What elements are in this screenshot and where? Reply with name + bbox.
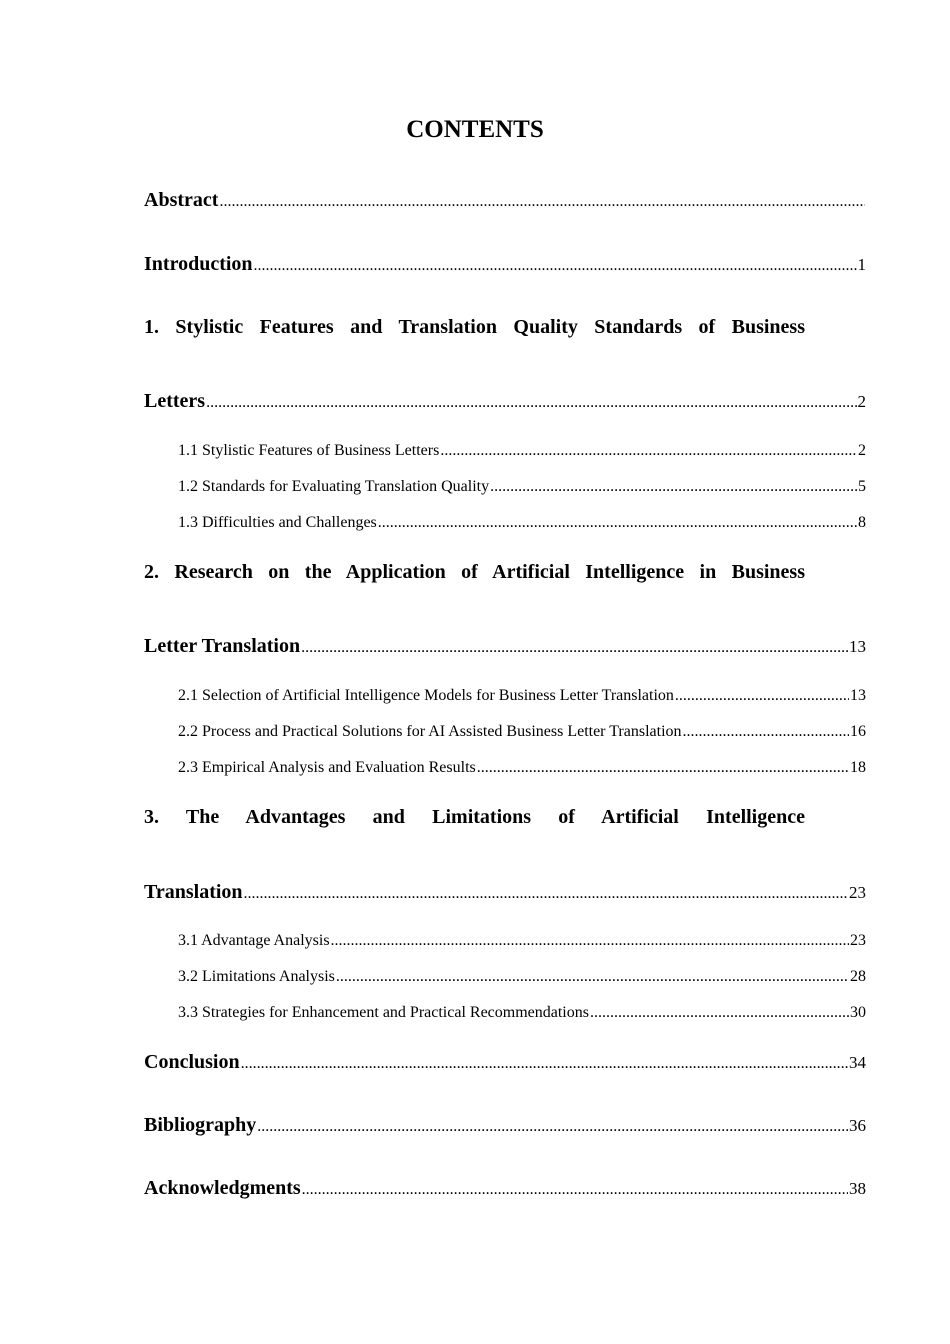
dot-leader bbox=[440, 441, 857, 461]
toc-label: 1.2 Standards for Evaluating Translation Quality bbox=[178, 478, 490, 495]
toc-label: Acknowledgments bbox=[144, 1177, 301, 1199]
toc-page: 2 bbox=[857, 392, 866, 411]
toc-heading-section-2: 2. Research on the Application of Artificial Intelligence in Business bbox=[144, 561, 805, 583]
toc-entry-3-3[interactable] bbox=[178, 1003, 866, 1023]
toc-entry-conclusion[interactable] bbox=[144, 1049, 866, 1075]
toc-page: 13 bbox=[849, 637, 866, 656]
toc-page: 16 bbox=[850, 723, 866, 740]
toc-page: 23 bbox=[849, 883, 866, 902]
toc-page: 8 bbox=[858, 514, 866, 531]
toc-label: 3.3 Strategies for Enhancement and Practical Recommendations bbox=[178, 1004, 589, 1021]
dot-leader bbox=[378, 513, 857, 533]
dot-leader bbox=[206, 390, 856, 416]
dot-leader bbox=[336, 967, 849, 987]
dot-leader bbox=[301, 635, 848, 661]
toc-page: 34 bbox=[849, 1053, 866, 1072]
toc-label: 3.1 Advantage Analysis bbox=[178, 932, 330, 949]
toc-page: 13 bbox=[850, 687, 866, 704]
dot-leader bbox=[590, 1003, 849, 1023]
toc-entry-abstract[interactable] bbox=[144, 187, 866, 213]
toc-entry-section-3[interactable] bbox=[144, 879, 866, 905]
toc-label: 1.3 Difficulties and Challenges bbox=[178, 514, 377, 531]
toc-entry-3-2[interactable] bbox=[178, 967, 866, 987]
toc-heading-section-1: 1. Stylistic Features and Translation Quality Standards of Business bbox=[144, 316, 805, 338]
toc-label: 2.1 Selection of Artificial Intelligence Models for Business Letter Translation bbox=[178, 687, 674, 704]
toc-label: 1.1 Stylistic Features of Business Letters bbox=[178, 442, 440, 459]
toc-page: 18 bbox=[850, 759, 866, 776]
toc-entry-1-3[interactable] bbox=[178, 513, 866, 533]
toc-entry-1-2[interactable] bbox=[178, 477, 866, 497]
dot-leader bbox=[254, 253, 857, 279]
toc-label: Abstract bbox=[144, 189, 219, 211]
dot-leader bbox=[219, 189, 865, 215]
toc-label: 3.2 Limitations Analysis bbox=[178, 968, 335, 985]
dot-leader bbox=[477, 758, 849, 778]
toc-label: Introduction bbox=[144, 253, 253, 275]
toc-label: Translation bbox=[144, 881, 243, 903]
toc-label: Letter Translation bbox=[144, 635, 301, 657]
toc-label: Letters bbox=[144, 390, 206, 412]
toc-page: 5 bbox=[858, 478, 866, 495]
toc-label: Conclusion bbox=[144, 1051, 240, 1073]
toc-entry-section-2[interactable] bbox=[144, 633, 866, 659]
toc-entry-2-2[interactable] bbox=[178, 722, 866, 742]
toc-page: 28 bbox=[850, 968, 866, 985]
toc-page: 38 bbox=[849, 1179, 866, 1198]
toc-page: 30 bbox=[850, 1004, 866, 1021]
toc-entry-section-1[interactable] bbox=[144, 388, 866, 414]
toc-page: 23 bbox=[850, 932, 866, 949]
dot-leader bbox=[331, 931, 849, 951]
toc-label: 2.2 Process and Practical Solutions for AI Assisted Business Letter Translation bbox=[178, 723, 682, 740]
toc-entry-3-1[interactable] bbox=[178, 931, 866, 951]
toc-page: 1 bbox=[857, 255, 866, 274]
toc-entry-introduction[interactable] bbox=[144, 251, 866, 277]
dot-leader bbox=[683, 722, 849, 742]
toc-label: Bibliography bbox=[144, 1114, 257, 1136]
toc-entry-acknowledgments[interactable] bbox=[144, 1175, 866, 1201]
toc-entry-1-1[interactable] bbox=[178, 441, 866, 461]
toc-label: 2.3 Empirical Analysis and Evaluation Results bbox=[178, 759, 476, 776]
dot-leader bbox=[302, 1177, 848, 1203]
dot-leader bbox=[244, 881, 848, 907]
dot-leader bbox=[675, 686, 849, 706]
toc-page: 2 bbox=[858, 442, 866, 459]
page-title: CONTENTS bbox=[406, 116, 544, 143]
toc-page: 36 bbox=[849, 1116, 866, 1135]
toc-entry-2-3[interactable] bbox=[178, 758, 866, 778]
dot-leader bbox=[257, 1114, 848, 1140]
toc-entry-bibliography[interactable] bbox=[144, 1112, 866, 1138]
dot-leader bbox=[490, 477, 857, 497]
dot-leader bbox=[241, 1051, 848, 1077]
toc-heading-section-3: 3. The Advantages and Limitations of Artificial Intelligence bbox=[144, 806, 805, 828]
toc-entry-2-1[interactable] bbox=[178, 686, 866, 706]
